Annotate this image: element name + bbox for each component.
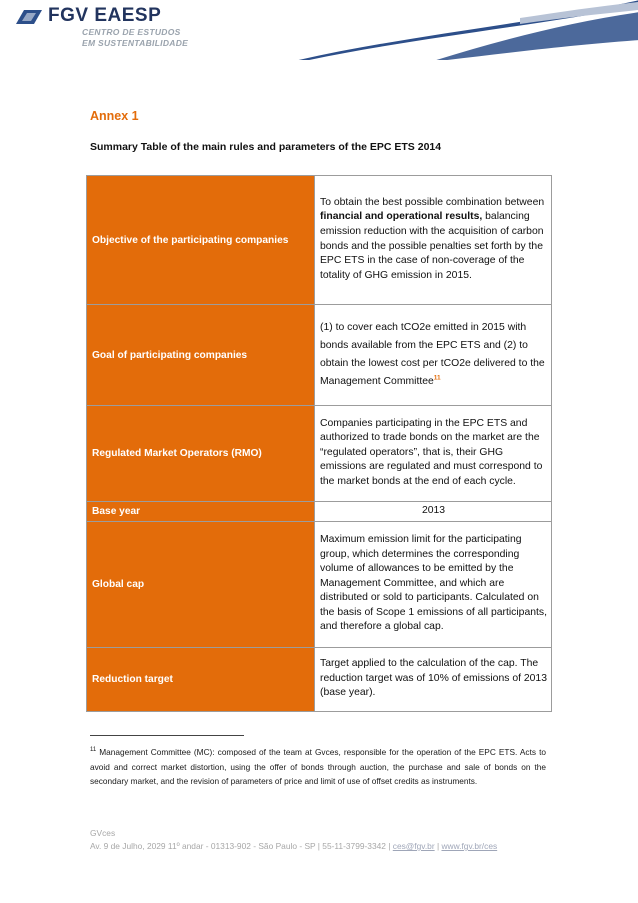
row-value (315, 176, 552, 305)
row-value-text: To obtain the best possible combination between (320, 196, 545, 208)
table-row-reduction-target (87, 648, 552, 712)
footnote-text: Management Committee (MC): composed of the team at Gvces, responsible for the operation of the EPC ETS. Acts to avoid and correct market distortion, using the offer of bonds through auction, the purchase and sale of bonds on the secondary market, and the revision of parameters of price and limit of use of offset credits as instruments. (90, 747, 546, 787)
row-value-text: balancing emission reduction with the acquisition of carbon bonds and the possible penalties set forth by the EPC ETS in the case of non-coverage of the totality of GHG emission in 2015. (320, 211, 544, 281)
fgv-flag-icon (14, 8, 44, 26)
logo-text: FGV EAESP (48, 5, 162, 26)
table-row-rmo (87, 406, 552, 502)
logo-subtitle (82, 27, 188, 49)
row-value: Companies participating in the EPC ETS and authorized to trade bonds on the market are the “regulated operators”, that is, their GHG emissions are regulated and must correspond to the market bonds at the end of each cycle. (315, 406, 552, 502)
row-label: Reduction target (87, 648, 315, 712)
logo-subtitle-line2: EM SUSTENTABILIDADE (82, 38, 189, 48)
footer-website-link[interactable]: www.fgv.br/ces (441, 841, 498, 851)
row-value (315, 305, 552, 406)
footer-separator: | (434, 841, 442, 851)
row-value-text: (1) to cover each tCO2e emitted in 2015 with bonds available from the EPC ETS and (2) to obtain the lowest cost per tCO2e delivered to the Management Committee (320, 321, 545, 387)
footer-address: Av. 9 de Julho, 2029 11º andar - 01313-902 - São Paulo - SP | 55-11-3799-3342 | (90, 841, 393, 851)
row-value: Target applied to the calculation of the cap. The reduction target was of 10% of emissions of 2013 (base year). (315, 648, 552, 712)
table-row-objective (87, 176, 552, 305)
row-value-bold: financial and operational results, (320, 211, 483, 223)
row-value: Maximum emission limit for the participating group, which determines the corresponding volume of allowances to be emitted by the Management Committee, and which are distributed or sold to participants. Calculated on the basis of Scope 1 emissions of all participants, and therefore a global cap. (315, 522, 552, 648)
footnote-divider (90, 735, 244, 736)
logo-subtitle-line1: CENTRO DE ESTUDOS (82, 27, 181, 37)
page-footer (90, 827, 497, 853)
footer-email-link[interactable]: ces@fgv.br (392, 841, 435, 851)
row-label: Regulated Market Operators (RMO) (87, 406, 315, 502)
table-row-base-year (87, 502, 552, 522)
footnote (90, 745, 546, 789)
footer-contact (90, 840, 497, 853)
footer-org: GVces (90, 828, 116, 838)
page-header (0, 0, 638, 60)
table-title: Summary Table of the main rules and parameters of the EPC ETS 2014 (90, 141, 442, 153)
footnote-ref[interactable]: 11 (433, 374, 441, 382)
row-value: 2013 (315, 502, 552, 522)
footnote-number: 11 (90, 747, 97, 754)
annex-title: Annex 1 (90, 109, 139, 123)
table-row-global-cap (87, 522, 552, 648)
row-label: Base year (87, 502, 315, 522)
row-label: Global cap (87, 522, 315, 648)
summary-table (86, 175, 552, 712)
row-label: Goal of participating companies (87, 305, 315, 406)
table-row-goal (87, 305, 552, 406)
row-label: Objective of the participating companies (87, 176, 315, 305)
